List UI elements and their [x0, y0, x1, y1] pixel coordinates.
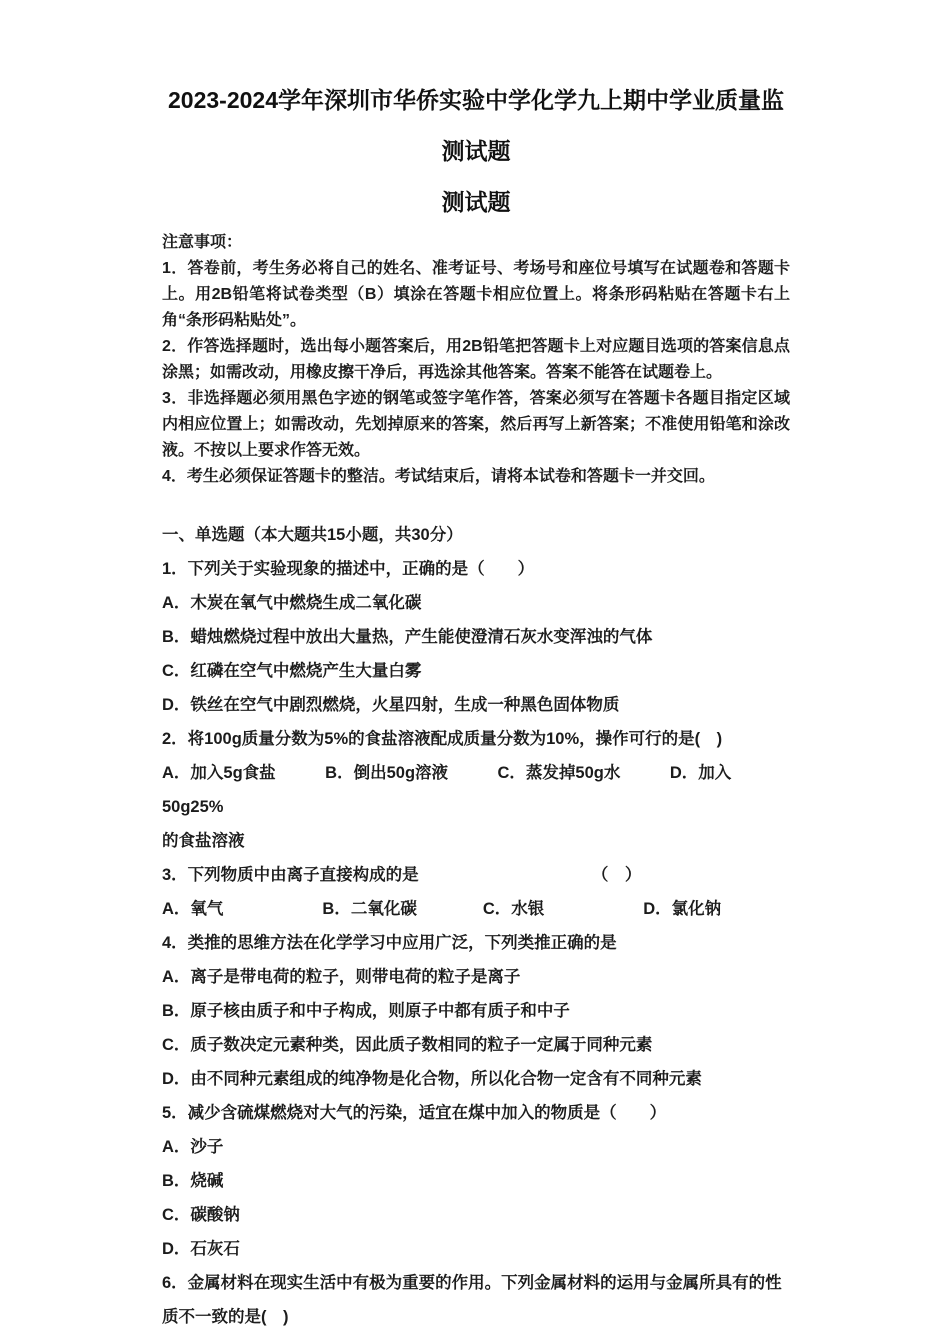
question-6: [162, 1266, 790, 1334]
question-1: [162, 552, 790, 722]
question-3-stem: 3．下列物质中由离子直接构成的是 （ ）: [162, 866, 642, 885]
question-4-option-c: C．质子数决定元素种类，因此质子数相同的粒子一定属于同种元素: [162, 1036, 653, 1055]
question-5-stem: 5．减少含硫煤燃烧对大气的污染，适宜在煤中加入的物质是（ ）: [162, 1104, 667, 1123]
notice-item-2: 2．作答选择题时，选出每小题答案后，用2B铅笔把答题卡上对应题目选项的答案信息点涂黑；如需改动，用橡皮擦干净后，再选涂其他答案。答案不能答在试题卷上。: [162, 338, 790, 382]
question-1-option-a: A．木炭在氧气中燃烧生成二氧化碳: [162, 594, 422, 613]
notice-item-3: 3．非选择题必须用黑色字迹的钢笔或签字笔作答，答案必须写在答题卡各题目指定区域内相应位置上；如需改动，先划掉原来的答案，然后再写上新答案；不准使用铅笔和涂改液。不按以上要求作答无效。: [162, 390, 790, 460]
question-5-option-d: D．石灰石: [162, 1240, 240, 1259]
notice-heading: 注意事项：: [162, 234, 243, 252]
question-2: [162, 722, 790, 858]
question-2-stem: 2．将100g质量分数为5%的食盐溶液配成质量分数为10%，操作可行的是( ): [162, 730, 723, 749]
question-6-stem: 6．金属材料在现实生活中有极为重要的作用。下列金属材料的运用与金属所具有的性: [162, 1274, 782, 1293]
title-block: [162, 86, 790, 216]
exam-title-line-1: 2023-2024学年深圳市华侨实验中学化学九上期中学业质量监: [168, 87, 784, 113]
question-1-option-b: B．蜡烛燃烧过程中放出大量热，产生能使澄清石灰水变浑浊的气体: [162, 628, 653, 647]
question-4-option-b: B．原子核由质子和中子构成，则原子中都有质子和中子: [162, 1002, 570, 1021]
question-6-stem-continuation: 质不一致的是( ): [162, 1308, 289, 1327]
notice-section: [162, 230, 790, 490]
question-5: [162, 1096, 790, 1266]
exam-title-line-3: 测试题: [441, 188, 511, 215]
question-1-stem: 1．下列关于实验现象的描述中，正确的是（ ）: [162, 560, 535, 579]
question-4: [162, 926, 790, 1096]
question-4-option-d: D．由不同种元素组成的纯净物是化合物，所以化合物一定含有不同种元素: [162, 1070, 702, 1089]
section-heading: 一、单选题（本大题共15小题，共30分）: [162, 526, 463, 545]
notice-item-4: 4．考生必须保证答题卡的整洁。考试结束后，请将本试卷和答题卡一并交回。: [162, 468, 715, 486]
notice-item-1: 1．答卷前，考生务必将自己的姓名、准考证号、考场号和座位号填写在试题卷和答题卡上。用2B铅笔将试卷类型（B）填涂在答题卡相应位置上。将条形码粘贴在答题卡右上角“条形码粘贴处”。: [162, 260, 790, 330]
exam-title-line-2: 测试题: [441, 137, 511, 164]
question-1-option-d: D．铁丝在空气中剧烈燃烧，火星四射，生成一种黑色固体物质: [162, 696, 620, 715]
question-4-stem: 4．类推的思维方法在化学学习中应用广泛，下列类推正确的是: [162, 934, 617, 953]
question-4-option-a: A．离子是带电荷的粒子，则带电荷的粒子是离子: [162, 968, 521, 987]
question-2-options-row-continuation: 的食盐溶液: [162, 832, 245, 851]
question-5-option-b: B．烧碱: [162, 1172, 224, 1191]
question-3: [162, 858, 790, 926]
question-5-option-a: A．沙子: [162, 1138, 224, 1157]
question-2-options-row: A．加入5g食盐 B．倒出50g溶液 C．蒸发掉50g水 D．加入50g25%: [162, 764, 732, 817]
question-3-options-row: A．氧气 B．二氧化碳 C．水银 D．氯化钠: [162, 900, 722, 919]
question-1-option-c: C．红磷在空气中燃烧产生大量白雾: [162, 662, 422, 681]
question-5-option-c: C．碳酸钠: [162, 1206, 240, 1225]
